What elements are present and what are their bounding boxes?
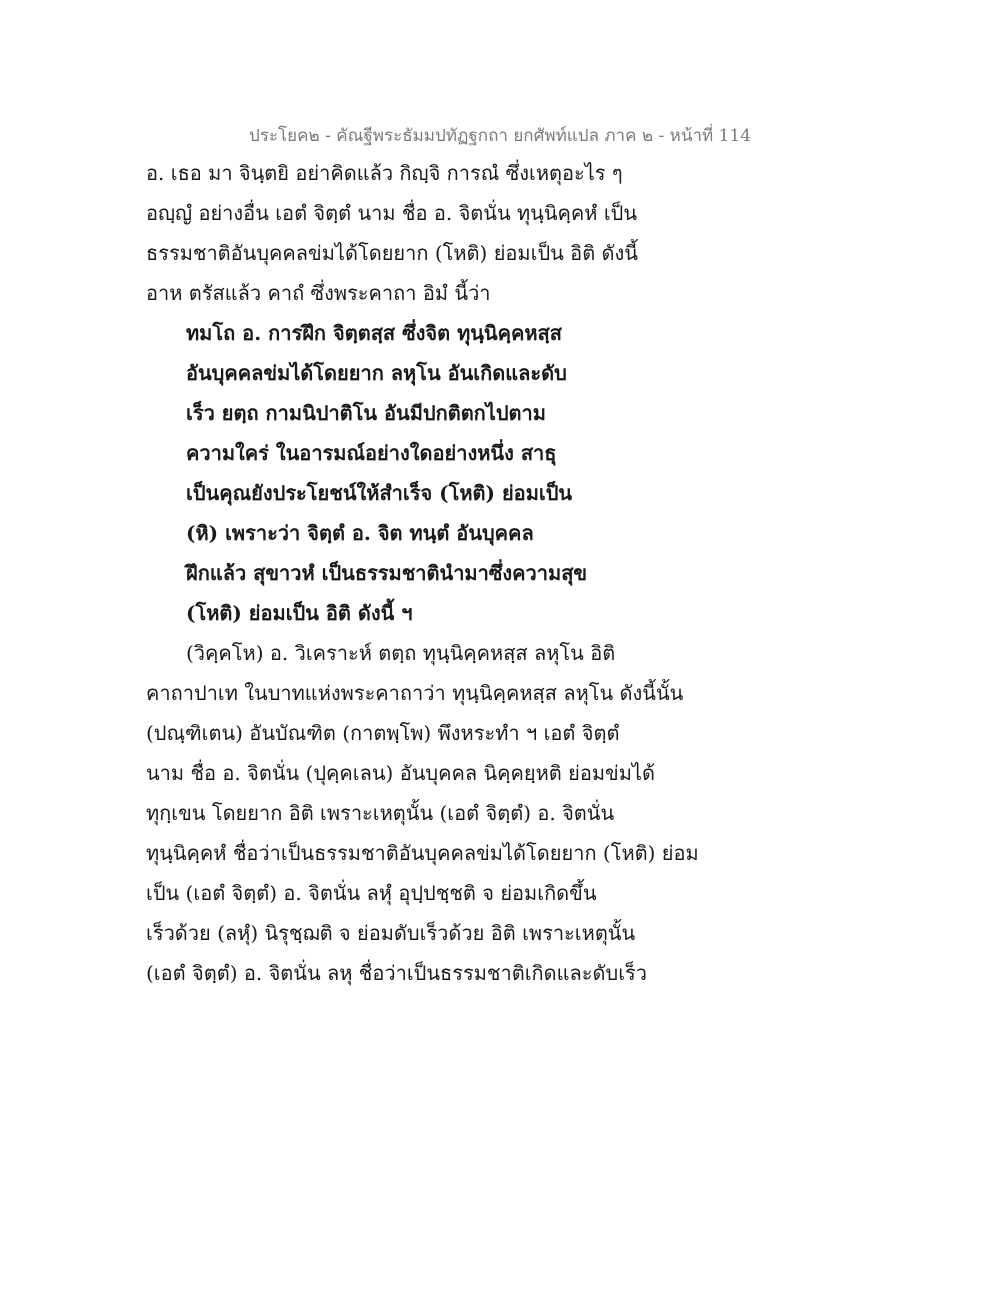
intro-line-3: ธรรมชาติอันบุคคลข่มได้โดยยาก (โหติ) ย่อมเป็น อิติ ดังนี้	[146, 241, 638, 265]
commentary-line-3: (ปณฺฑิเตน) อันบัณฑิต (กาตพฺโพ) พึงหระทำ ฯ เอตํ จิตฺตํ	[146, 721, 620, 745]
verse-line-4: ความใคร่ ในอารมณ์อย่างใดอย่างหนึ่ง สาธุ	[186, 441, 557, 465]
verse-line-5: เป็นคุณยังประโยชน์ให้สำเร็จ (โหติ) ย่อมเป็น	[186, 481, 573, 505]
commentary-line-9: (เอตํ จิตฺตํ) อ. จิตนั่น ลหุ ชื่อว่าเป็นธรรมชาติเกิดและดับเร็ว	[146, 961, 648, 985]
verse-line-8: (โหติ) ย่อมเป็น อิติ ดังนี้ ฯ	[186, 601, 413, 625]
intro-line-1: อ. เธอ มา จินฺตยิ อย่าคิดแล้ว กิญฺจิ การณํ ซึ่งเหตุอะไร ๆ	[146, 161, 623, 185]
commentary-line-2: คาถาปาเท ในบาทแห่งพระคาถาว่า ทุนฺนิคฺคหสฺส ลหุโน ดังนี้นั้น	[146, 681, 684, 705]
verse-line-6: (หิ) เพราะว่า จิตฺตํ อ. จิต ทนฺตํ อันบุคคล	[186, 521, 534, 545]
commentary-line-8: เร็วด้วย (ลหุํ) นิรุชฺฌติ จ ย่อมดับเร็วด้วย อิติ เพราะเหตุนั้น	[146, 921, 636, 945]
verse-line-7: ฝึกแล้ว สุขาวหํ เป็นธรรมชาตินำมาซึ่งความสุข	[186, 561, 588, 585]
verse-line-2: อันบุคคลข่มได้โดยยาก ลหุโน อันเกิดและดับ	[186, 361, 567, 385]
commentary-line-5: ทุกฺเขน โดยยาก อิติ เพราะเหตุนั้น (เอตํ จิตฺตํ) อ. จิตนั่น	[146, 801, 615, 825]
verse-line-1: ทมโถ อ. การฝึก จิตฺตสฺส ซึ่งจิต ทุนฺนิคฺคหสฺส	[186, 321, 562, 345]
intro-line-4: อาห ตรัสแล้ว คาถํ ซึ่งพระคาถา อิมํ นี้ว่า	[146, 281, 491, 305]
intro-line-2: อญฺญํ อย่างอื่น เอตํ จิตฺตํ นาม ชื่อ อ. จิตนั่น ทุนฺนิคฺคหํ เป็น	[146, 201, 638, 225]
commentary-line-6: ทุนฺนิคฺคหํ ชื่อว่าเป็นธรรมชาติอันบุคคลข่มได้โดยยาก (โหติ) ย่อม	[146, 841, 699, 865]
page-header: ประโยค๒ - คัณฐีพระธัมมปทัฏฐกถา ยกศัพท์แปล ภาค ๒ - หน้าที่ 114	[248, 126, 752, 146]
commentary-line-4: นาม ชื่อ อ. จิตนั่น (ปุคฺคเลน) อันบุคคล นิคฺคยฺหติ ย่อมข่มได้	[146, 761, 655, 785]
commentary-line-1: (วิคฺคโห) อ. วิเคราะห์ ตตฺถ ทุนฺนิคฺคหสฺส ลหุโน อิติ	[186, 641, 616, 665]
verse-line-3: เร็ว ยตฺถ กามนิปาติโน อันมีปกติตกไปตาม	[186, 401, 546, 425]
commentary-line-7: เป็น (เอตํ จิตฺตํ) อ. จิตนั่น ลหุํ อุปฺปชฺชติ จ ย่อมเกิดขึ้น	[146, 881, 597, 905]
